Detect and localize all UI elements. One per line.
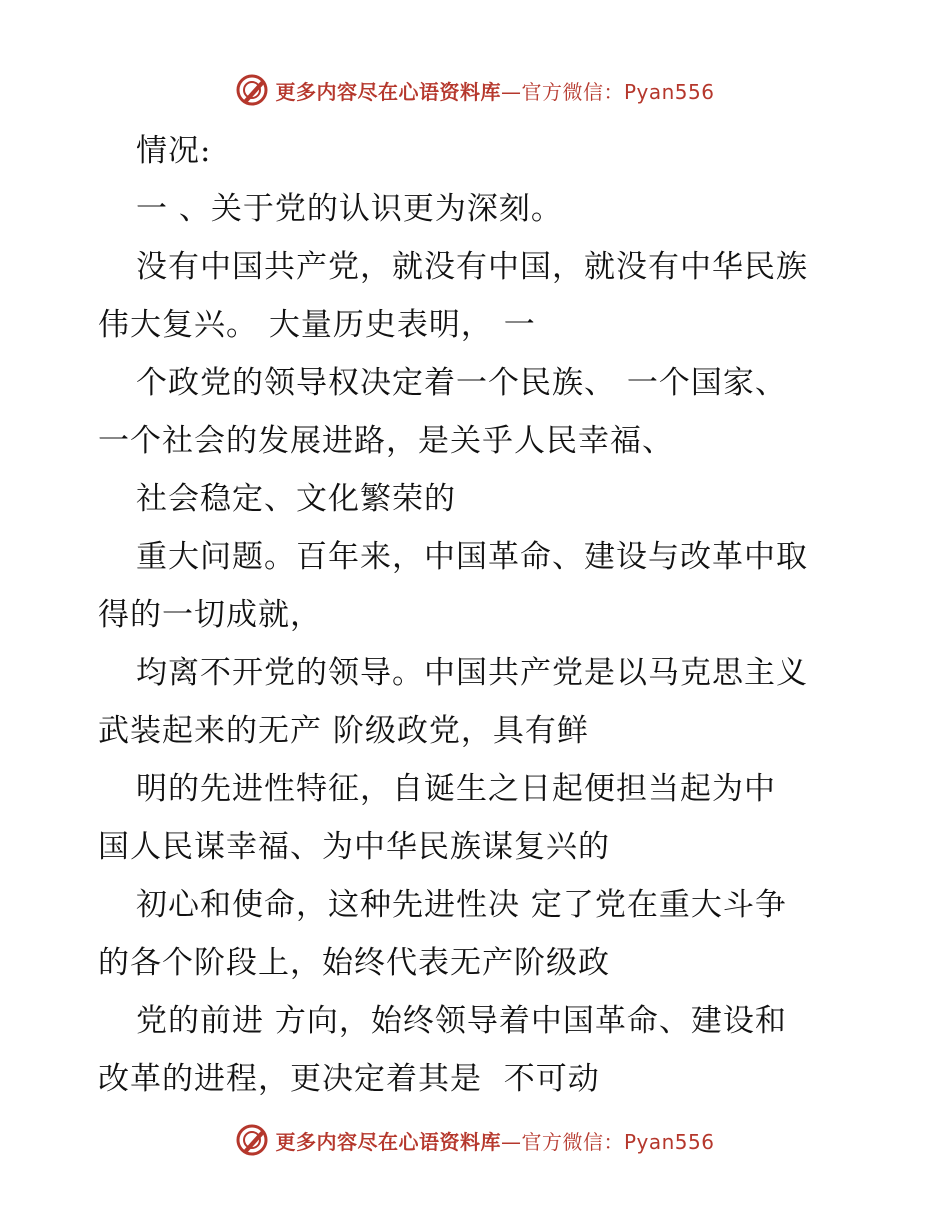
text-line: 伟大复兴。 大量历史表明， 一 xyxy=(98,307,536,343)
text-line: 明的先进性特征，自诞生之日起便担当起为中 xyxy=(136,771,776,807)
pen-logo-icon xyxy=(235,73,269,107)
text-line: 国人民谋幸福、为中华民族谋复兴的 xyxy=(98,829,610,865)
footer-banner xyxy=(0,1120,950,1160)
text-line: 得的一切成就， xyxy=(98,597,322,633)
text-line: 一个社会的发展进路，是关乎人民幸福、 xyxy=(98,423,674,459)
text-line: 的各个阶段上，始终代表无产阶级政 xyxy=(98,945,610,981)
text-line: 个政党的领导权决定着一个民族、 一个国家、 xyxy=(136,365,787,401)
header-banner xyxy=(0,70,950,110)
text-line: 党的前进 方向，始终领导着中国革命、建设和 xyxy=(136,1003,787,1039)
document-body xyxy=(98,122,868,1108)
text-line: 武装起来的无产 阶级政党，具有鲜 xyxy=(98,713,589,749)
text-line: 没有中国共产党，就没有中国，就没有中华民族 xyxy=(136,249,808,285)
text-line: 改革的进程，更决定着其是 不可动 xyxy=(98,1061,600,1097)
pen-logo-icon xyxy=(235,1123,269,1157)
text-line: 一 、关于党的认识更为深刻。 xyxy=(136,191,563,227)
text-line: 社会稳定、文化繁荣的 xyxy=(136,481,456,517)
banner-text: 更多内容尽在心语资料库—官方微信：Pyan556 xyxy=(275,79,715,104)
banner-text: 更多内容尽在心语资料库—官方微信：Pyan556 xyxy=(275,1129,715,1154)
text-line: 情况: xyxy=(136,133,212,169)
text-line: 均离不开党的领导。中国共产党是以马克思主义 xyxy=(136,655,808,691)
text-line: 初心和使命，这种先进性决 定了党在重大斗争 xyxy=(136,887,787,923)
text-line: 重大问题。百年来，中国革命、建设与改革中取 xyxy=(136,539,808,575)
